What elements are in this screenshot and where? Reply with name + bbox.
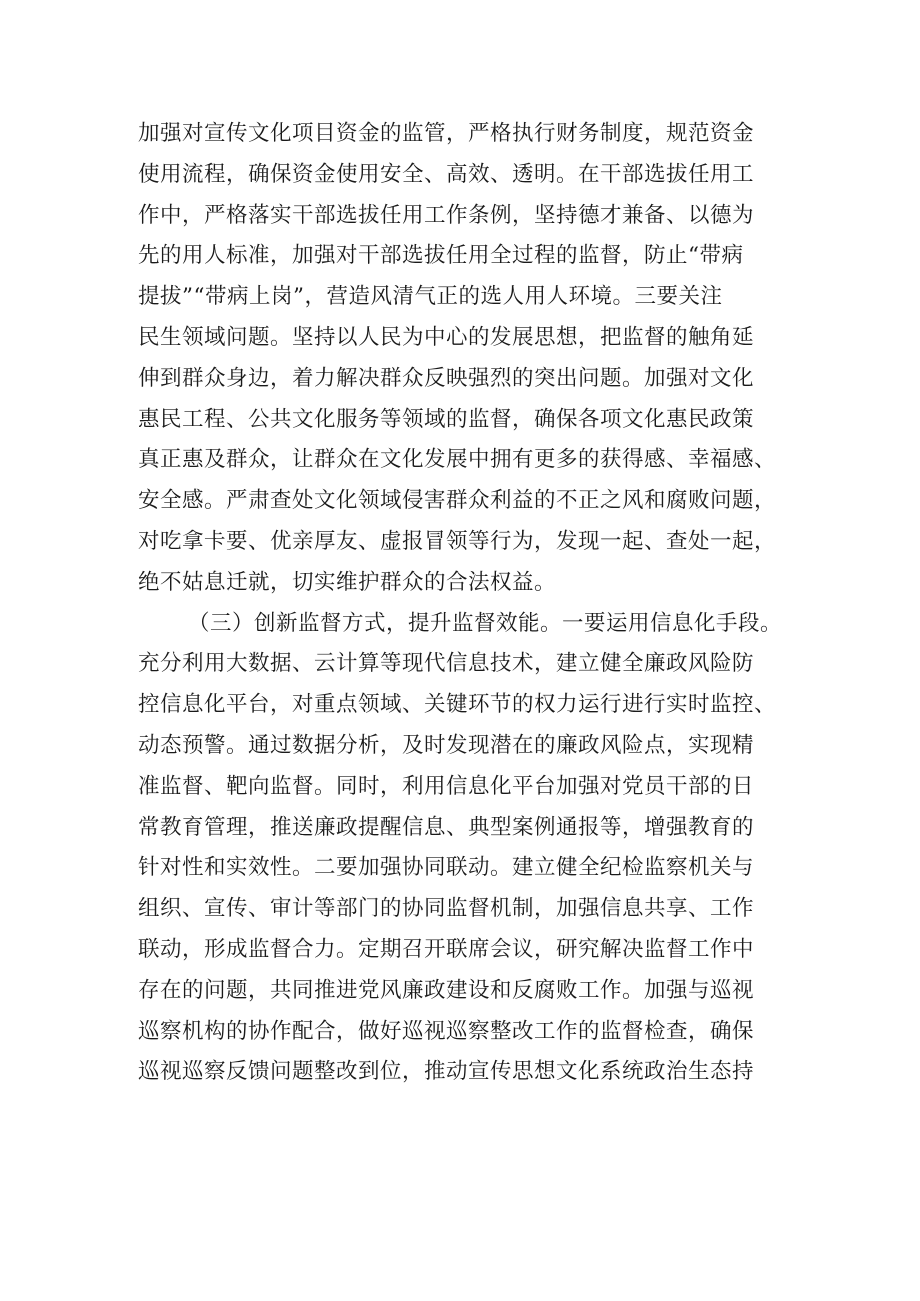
text-line: 存在的问题，共同推进党风廉政建设和反腐败工作。加强与巡视: [138, 977, 755, 1003]
text-line: 绝不姑息迁就，切实维护群众的合法权益。: [138, 569, 557, 595]
text-line: 惠民工程、公共文化服务等领域的监督，确保各项文化惠民政策: [138, 406, 755, 432]
text-line: 作中，严格落实干部选拔任用工作条例，坚持德才兼备、以德为: [138, 202, 755, 228]
text-line: 先的用人标准，加强对干部选拔任用全过程的监督，防止“带病: [138, 243, 744, 269]
body-text: [138, 114, 798, 1093]
section-heading-line: （三）创新监督方式，提升监督效能。一要运用信息化手段。: [188, 610, 783, 636]
text-line: 对吃拿卡要、优亲厚友、虚报冒领等行为，发现一起、查处一起，: [138, 528, 777, 554]
text-line: 联动，形成监督合力。定期召开联席会议，研究解决监督工作中: [138, 936, 755, 962]
text-line: 针对性和实效性。二要加强协同联动。建立健全纪检监察机关与: [138, 855, 755, 881]
text-line: 组织、宣传、审计等部门的协同监督机制，加强信息共享、工作: [138, 896, 755, 922]
text-line: 常教育管理，推送廉政提醒信息、典型案例通报等，增强教育的: [138, 814, 755, 840]
text-line: 民生领域问题。坚持以人民为中心的发展思想，把监督的触角延: [138, 324, 755, 350]
text-line: 加强对宣传文化项目资金的监管，严格执行财务制度，规范资金: [138, 121, 755, 146]
text-line: 提拔”“带病上岗”，营造风清气正的选人用人环境。三要关注: [138, 284, 723, 310]
text-line: 动态预警。通过数据分析，及时发现潜在的廉政风险点，实现精: [138, 732, 755, 758]
text-line: 安全感。严肃查处文化领域侵害群众利益的不正之风和腐败问题，: [138, 488, 777, 514]
text-line: 准监督、靶向监督。同时，利用信息化平台加强对党员干部的日: [138, 773, 755, 799]
text-line: 伸到群众身边，着力解决群众反映强烈的突出问题。加强对文化: [138, 365, 755, 391]
text-line: 充分利用大数据、云计算等现代信息技术，建立健全廉政风险防: [138, 651, 755, 677]
text-line: 巡视巡察反馈问题整改到位，推动宣传思想文化系统政治生态持: [138, 1059, 755, 1085]
text-line: 控信息化平台，对重点领域、关键环节的权力运行进行实时监控、: [138, 692, 777, 718]
text-line: 真正惠及群众，让群众在文化发展中拥有更多的获得感、幸福感、: [138, 447, 777, 473]
text-line: 使用流程，确保资金使用安全、高效、透明。在干部选拔任用工: [138, 161, 755, 187]
text-line: 巡察机构的协作配合，做好巡视巡察整改工作的监督检查，确保: [138, 1018, 755, 1044]
